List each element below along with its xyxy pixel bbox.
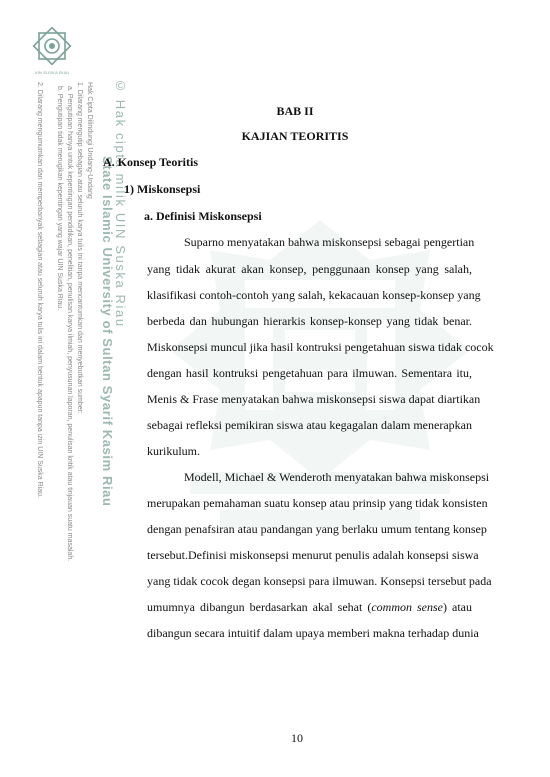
paragraph-2-text: umumnya dibangun berdasarkan akal sehat ( xyxy=(147,600,372,614)
paragraph-1-line: Suparno menyatakan bahwa miskonsepsi sebagai pengertian xyxy=(184,235,475,249)
subsubsection-heading: a. Definisi Miskonsepsi xyxy=(144,209,262,223)
copyright-note-b: b. Pengutipan tidak merugikan kepentingan yang wajar UIN Suska Riau. xyxy=(56,86,63,311)
section-heading: A. Konsep Teoritis xyxy=(103,155,199,169)
paragraph-2-line xyxy=(147,600,472,615)
logo-caption: UIN SUSKA RIAU xyxy=(34,70,70,75)
paragraph-1-line: yang tidak akurat akan konsep, penggunaan konsep yang salah, xyxy=(147,262,472,276)
paragraph-1-line: sebagai refleksi pemikiran siswa atau kegagalan dalam menerapkan xyxy=(147,418,472,432)
paragraph-2-text: ) atau xyxy=(443,600,472,614)
university-logo-icon xyxy=(30,24,74,68)
paragraph-2-line: merupakan pemahaman suatu konsep atau prinsip yang tidak konsisten xyxy=(147,496,488,510)
paragraph-1-line: berbeda dan hubungan hierarkis konsep-konsep yang tidak benar. xyxy=(147,314,472,328)
paragraph-1-line: klasifikasi contoh-contoh yang salah, kekacauan konsep-konsep yang xyxy=(147,288,481,302)
subsection-heading: 1) Miskonsepsi xyxy=(124,182,201,196)
paragraph-1-line: Menis & Frase menyatakan bahwa miskonsepsi siswa dapat diartikan xyxy=(147,392,481,406)
copyright-note-1: 1. Dilarang mengutip sebagian atau seluruh karya tulis ini tanpa mencantumkan dan menyebutkan sumber: xyxy=(76,82,83,414)
paragraph-2-line: dengan penafsiran atau pandangan yang berlaku umum tentang konsep xyxy=(147,522,487,536)
paragraph-1-line: dengan hasil kontruksi pengetahuan para ilmuwan. Sementara itu, xyxy=(147,366,472,380)
paragraph-2-line: dibangun secara intuitif dalam upaya memberi makna terhadap dunia xyxy=(147,626,479,640)
emphasis-term: common sense xyxy=(371,600,443,614)
copyright-owner: © Hak cipta milik UIN Suska Riau xyxy=(113,78,128,328)
copyright-note-2: 2. Dilarang mengumumkan dan memperbanyak sebagian atau seluruh karya tulis ini dalam bentuk apapun tanpa izin UIN Suska Riau. xyxy=(36,82,43,498)
page-number: 10 xyxy=(291,731,303,745)
copyright-note-a: a. Pengutipan hanya untuk kepentingan pendidikan, penelitian, penulisan karya ilmiah, penyusunan laporan, penulisan kritik atau tinjauan suatu masalah. xyxy=(66,86,73,562)
paragraph-1-line: Miskonsepsi muncul jika hasil kontruksi pengetahuan siswa tidak cocok xyxy=(147,340,494,354)
copyright-heading: Hak Cipta Dilindungi Undang-Undang xyxy=(86,82,93,199)
paragraph-2-line: Modell, Michael & Wenderoth menyatakan bahwa miskonsepsi xyxy=(184,470,490,484)
chapter-number: BAB II xyxy=(276,104,314,118)
paragraph-1-line: kurikulum. xyxy=(147,444,200,458)
chapter-title: KAJIAN TEORITIS xyxy=(241,129,349,143)
paragraph-2-line: yang tidak cocok degan konsepsi para ilmuwan. Konsepsi tersebut pada xyxy=(147,574,492,588)
paragraph-2-line: tersebut.Definisi miskonsepsi menurut penulis adalah konsepsi siswa xyxy=(147,548,479,562)
university-name: State Islamic University of Sultan Syarif Kasim Riau xyxy=(100,156,115,507)
